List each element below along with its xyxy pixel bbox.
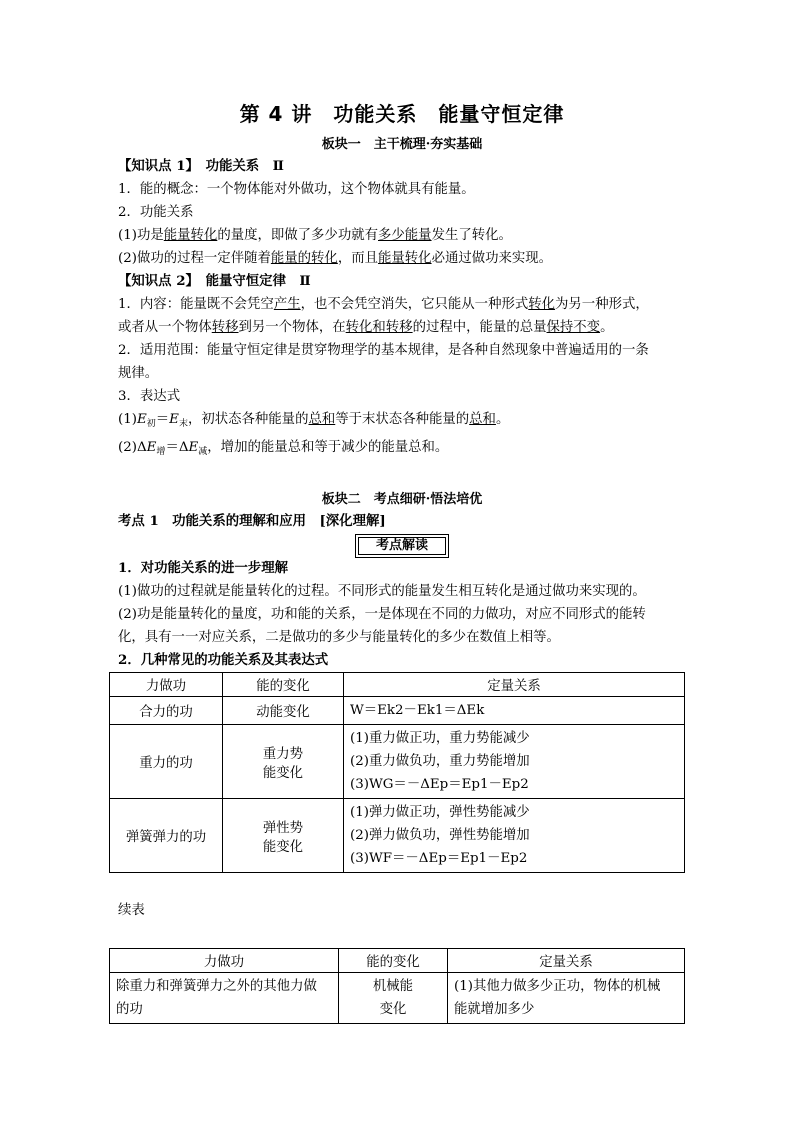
table-cell: 弹性势 能变化 — [223, 799, 344, 873]
section-heading-1: 板块一 主干梳理·夯实基础 — [321, 137, 483, 152]
table-cell: 合力的功 — [110, 697, 223, 725]
table-cell: (1)重力做正功，重力势能减少 (2)重力做负功，重力势能增加 (3)WG＝－ΔEp＝Ep1－Ep2 — [344, 725, 685, 799]
table-header: 能的变化 — [339, 949, 448, 973]
subheading: 3．表达式 — [118, 389, 181, 404]
table-cell: 弹簧弹力的功 — [110, 799, 223, 873]
table-header: 力做功 — [110, 673, 223, 697]
subheading: 2．几种常见的功能关系及其表达式 — [118, 652, 329, 668]
lesson-title: 第 4 讲 功能关系 能量守恒定律 — [239, 102, 565, 126]
table-cell: 机械能 变化 — [339, 973, 448, 1024]
exam-point-heading: 考点 1 功能关系的理解和应用 [深化理解] — [118, 513, 386, 529]
table-cell: W＝Ek2－Ek1＝ΔEk — [344, 697, 685, 725]
continued-label: 续表 — [118, 903, 145, 918]
section-heading-2: 板块二 考点细研·悟法培优 — [321, 492, 483, 507]
paragraph: 化，具有一一对应关系，二是做功的多少与能量转化的多少在数值上相等。 — [118, 630, 560, 645]
table-cell: 除重力和弹簧弹力之外的其他力做 的功 — [110, 973, 339, 1024]
table-header: 定量关系 — [344, 673, 685, 697]
table-header: 定量关系 — [448, 949, 685, 973]
paragraph: (1)功是能量转化的量度，即做了多少功就有多少能量发生了转化。 — [118, 228, 512, 243]
table-header: 力做功 — [110, 949, 339, 973]
paragraph: (1)做功的过程就是能量转化的过程。不同形式的能量发生相互转化是通过做功来实现的。 — [118, 584, 646, 599]
table-header: 能的变化 — [223, 673, 344, 697]
knowledge-point-2-heading: 【知识点 2】 能量守恒定律 Ⅱ — [118, 273, 311, 289]
table-header-row — [110, 949, 685, 973]
document-body — [118, 98, 686, 1024]
paragraph: (2)做功的过程一定伴随着能量的转化，而且能量转化必通过做功来实现。 — [118, 251, 553, 266]
table-cell: 重力的功 — [110, 725, 223, 799]
table-cell: (1)其他力做多少正功，物体的机械 能就增加多少 — [448, 973, 685, 1024]
table-cell: (1)弹力做正功，弹性势能减少 (2)弹力做负功，弹性势能增加 (3)WF＝－ΔEp＝Ep1－Ep2 — [344, 799, 685, 873]
paragraph: 或者从一个物体转移到另一个物体，在转化和转移的过程中，能量的总量保持不变。 — [118, 320, 614, 335]
paragraph: 规律。 — [118, 366, 159, 381]
table-row — [110, 697, 685, 725]
table-row — [110, 725, 685, 799]
table-header-row — [110, 673, 685, 697]
subheading: 1．对功能关系的进一步理解 — [118, 560, 289, 576]
work-energy-table-continued — [109, 948, 685, 1024]
formula-line: $(1)E_初=E_末$，初状态各种能量的总和等于末状态各种能量的总和。 — [118, 412, 510, 429]
exam-point-stamp: 考点解读 — [358, 537, 446, 555]
table-cell: 动能变化 — [223, 697, 344, 725]
paragraph: 2．适用范围：能量守恒定律是贯穿物理学的基本规律，是各种自然现象中普遍适用的一条 — [118, 343, 649, 358]
table-row — [110, 799, 685, 873]
work-energy-table — [109, 672, 685, 873]
formula-line: $(2)\Delta E_增=\Delta E_减$，增加的能量总和等于减少的能量总和。 — [118, 440, 449, 457]
paragraph: 1．能的概念：一个物体能对外做功，这个物体就具有能量。 — [118, 182, 475, 197]
knowledge-point-1-heading: 【知识点 1】 功能关系 Ⅱ — [118, 158, 284, 174]
subheading: 2．功能关系 — [118, 205, 194, 220]
table-cell: 重力势 能变化 — [223, 725, 344, 799]
table-row — [110, 973, 685, 1024]
paragraph: 1．内容：能量既不会凭空产生，也不会凭空消失，它只能从一种形式转化为另一种形式， — [118, 297, 649, 312]
paragraph: (2)功是能量转化的量度，功和能的关系，一是体现在不同的力做功，对应不同形式的能转 — [118, 607, 646, 622]
